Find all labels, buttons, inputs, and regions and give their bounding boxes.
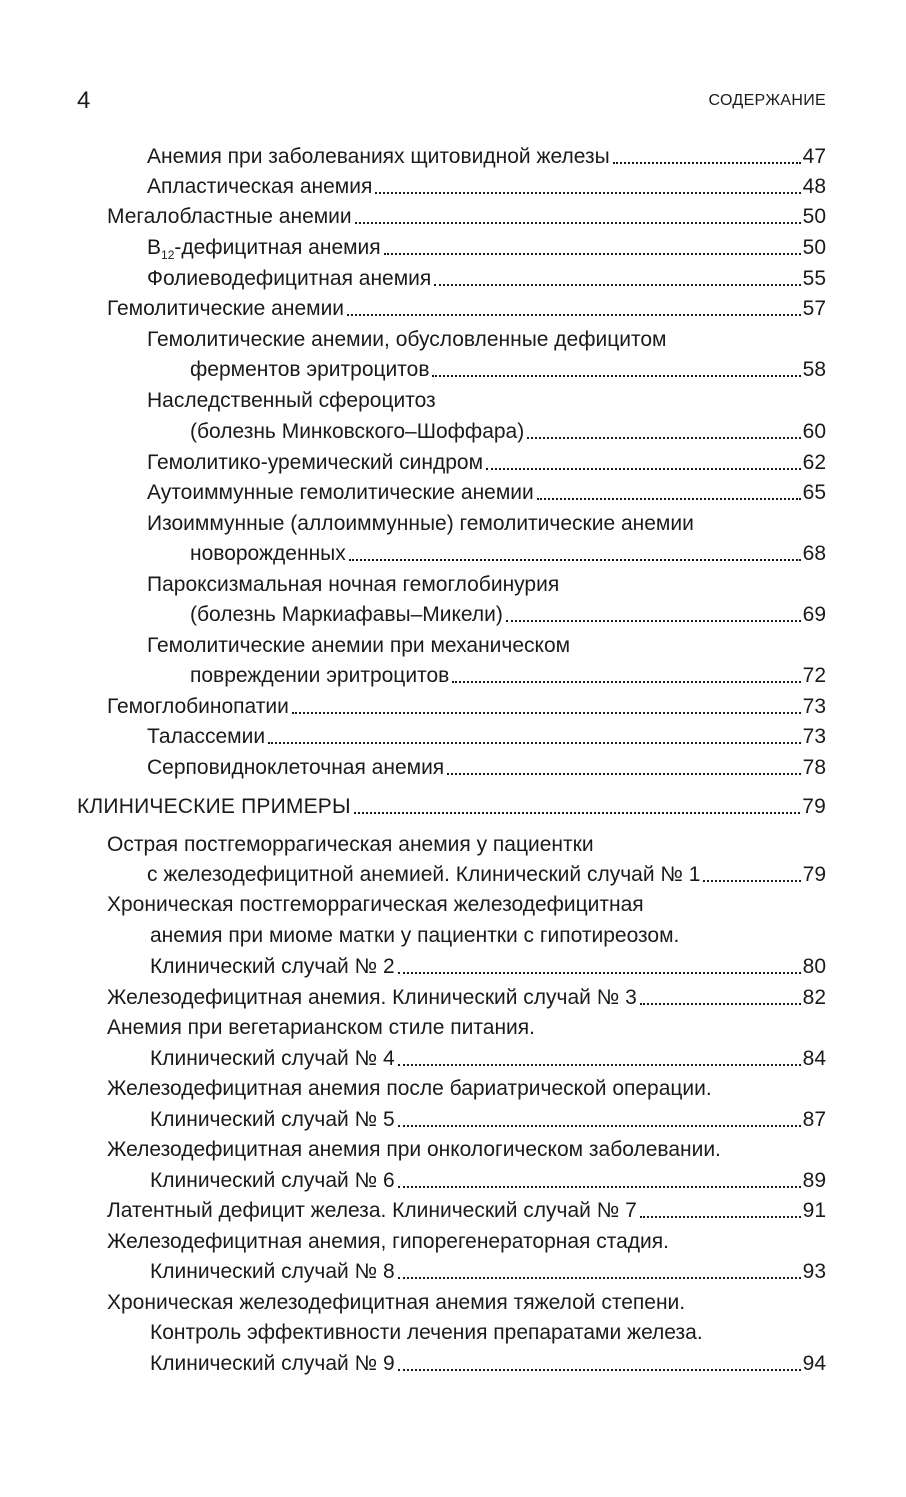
toc-entry-title: Аутоиммунные гемолитические анемии bbox=[147, 481, 534, 504]
toc-entry-title: (болезнь Минковского–Шоффара) bbox=[190, 420, 525, 443]
toc-page-number: 47 bbox=[802, 145, 826, 168]
toc-entry bbox=[150, 1103, 826, 1133]
toc-page-number: 62 bbox=[802, 451, 826, 474]
toc-entry-title: Фолиеводефицитная анемия bbox=[147, 267, 432, 290]
toc-entry-title: Хроническая железодефицитная анемия тяжелой степени. bbox=[107, 1291, 686, 1314]
dot-leader bbox=[398, 972, 801, 974]
dot-leader bbox=[703, 880, 800, 882]
toc-entry bbox=[190, 598, 826, 628]
toc-entry-title bbox=[147, 235, 381, 261]
dot-leader bbox=[349, 559, 801, 561]
toc-page-number: 89 bbox=[802, 1169, 826, 1192]
toc-entry-line bbox=[107, 1072, 826, 1102]
toc-page-number: 91 bbox=[802, 1199, 826, 1222]
toc-entry-title: Апластическая анемия bbox=[147, 175, 373, 198]
toc-entry-title: Талассемии bbox=[147, 725, 266, 748]
toc-entry-title: Изоиммунные (аллоиммунные) гемолитические анемии bbox=[147, 512, 694, 535]
toc-entry-title: (болезнь Маркиафавы–Микели) bbox=[190, 603, 503, 626]
toc-entry-title: Серповидноклеточная анемия bbox=[147, 756, 445, 779]
toc-page-number: 57 bbox=[802, 297, 826, 320]
toc-page-number: 84 bbox=[802, 1047, 826, 1070]
toc-entry-line bbox=[107, 888, 826, 918]
toc-entry bbox=[147, 262, 826, 292]
toc-entry bbox=[107, 690, 826, 720]
toc-page-number: 65 bbox=[802, 481, 826, 504]
toc-entry-title: Железодефицитная анемия, гипорегенераторная стадия. bbox=[107, 1230, 669, 1253]
toc-section-entry bbox=[77, 790, 826, 820]
toc-page-number: 87 bbox=[802, 1108, 826, 1131]
toc-entry-line bbox=[147, 507, 826, 537]
toc-entry-line bbox=[107, 1133, 826, 1163]
toc-entry-title: Гемолитические анемии bbox=[107, 297, 345, 320]
toc-entry-title: Железодефицитная анемия. Клинический случай № 3 bbox=[107, 986, 637, 1009]
toc-entry-title: Клинический случай № 4 bbox=[150, 1047, 395, 1070]
toc-entry-line bbox=[107, 828, 826, 858]
toc-entry bbox=[147, 446, 826, 476]
dot-leader bbox=[354, 812, 800, 814]
toc-entry-title: Клинический случай № 2 bbox=[150, 955, 395, 978]
toc-entry-line bbox=[147, 629, 826, 659]
toc-entry-title: Наследственный сфероцитоз bbox=[147, 389, 436, 412]
toc-entry-title: Клинический случай № 9 bbox=[150, 1352, 395, 1375]
dot-leader bbox=[613, 162, 801, 164]
dot-leader bbox=[506, 620, 801, 622]
toc-page-number: 68 bbox=[802, 542, 826, 565]
title-prefix: B bbox=[147, 236, 162, 259]
toc-entry-line bbox=[147, 323, 826, 353]
toc-entry-title: Гемолитические анемии при механическом bbox=[147, 634, 571, 657]
toc-entry bbox=[107, 1194, 826, 1224]
toc-entry-title: новорожденных bbox=[190, 542, 346, 565]
dot-leader bbox=[355, 222, 801, 224]
toc-entry-line bbox=[107, 1011, 826, 1041]
toc-entry-line bbox=[107, 1225, 826, 1255]
dot-leader bbox=[432, 375, 800, 377]
toc-page-number: 58 bbox=[802, 358, 826, 381]
toc-page-number: 79 bbox=[802, 795, 826, 818]
toc-page-number: 93 bbox=[802, 1260, 826, 1283]
toc-entry-title: Железодефицитная анемия после бариатрической операции. bbox=[107, 1077, 712, 1100]
toc-entry bbox=[107, 981, 826, 1011]
toc-entry bbox=[190, 537, 826, 567]
toc-entry bbox=[147, 170, 826, 200]
toc-entry-title: Клинический случай № 5 bbox=[150, 1108, 395, 1131]
toc-entry bbox=[107, 200, 826, 230]
dot-leader bbox=[398, 1064, 801, 1066]
toc-entry-title: Клинический случай № 6 bbox=[150, 1169, 395, 1192]
toc-entry-title: Хроническая постгеморрагическая железодефицитная bbox=[107, 893, 644, 916]
toc-page-number: 48 bbox=[802, 175, 826, 198]
toc-entry-title: Анемия при вегетарианском стиле питания. bbox=[107, 1016, 535, 1039]
toc-entry bbox=[150, 950, 826, 980]
toc-page-number: 80 bbox=[802, 955, 826, 978]
toc-page-number: 55 bbox=[802, 267, 826, 290]
dot-leader bbox=[398, 1125, 801, 1127]
dot-leader bbox=[398, 1369, 801, 1371]
toc-entry bbox=[147, 858, 826, 888]
toc-entry-title: Гемоглобинопатии bbox=[107, 695, 289, 718]
toc-entry-title: повреждении эритроцитов bbox=[190, 664, 450, 687]
toc-entry bbox=[190, 353, 826, 383]
toc-section-title: КЛИНИЧЕСКИЕ ПРИМЕРЫ bbox=[77, 795, 351, 818]
toc-entry-title: Железодефицитная анемия при онкологическом заболевании. bbox=[107, 1138, 721, 1161]
toc-entry-title: Клинический случай № 8 bbox=[150, 1260, 395, 1283]
dot-leader bbox=[268, 742, 801, 744]
page-number: 4 bbox=[77, 87, 91, 114]
toc-page-number: 73 bbox=[802, 725, 826, 748]
dot-leader bbox=[447, 773, 800, 775]
toc-entry bbox=[107, 292, 826, 322]
dot-leader bbox=[452, 681, 800, 683]
toc-entry-title: Мегалобластные анемии bbox=[107, 205, 352, 228]
toc-entry bbox=[147, 720, 826, 750]
dot-leader bbox=[384, 253, 801, 255]
dot-leader bbox=[640, 1216, 801, 1218]
toc-entry-line bbox=[150, 1316, 826, 1346]
toc-entry-title: Пароксизмальная ночная гемоглобинурия bbox=[147, 573, 560, 596]
dot-leader bbox=[434, 284, 800, 286]
toc-entry bbox=[150, 1347, 826, 1377]
toc-entry bbox=[190, 659, 826, 689]
toc-entry bbox=[147, 231, 826, 261]
running-head: СОДЕРЖАНИЕ bbox=[708, 92, 826, 109]
dot-leader bbox=[398, 1186, 801, 1188]
dot-leader bbox=[292, 712, 801, 714]
dot-leader bbox=[640, 1003, 801, 1005]
toc-entry bbox=[150, 1255, 826, 1285]
title-rest: -дефицитная анемия bbox=[174, 236, 381, 259]
toc-entry-title: ферментов эритроцитов bbox=[190, 358, 430, 381]
toc-entry-title: Гемолитические анемии, обусловленные дефицитом bbox=[147, 328, 667, 351]
toc-entry bbox=[190, 415, 826, 445]
dot-leader bbox=[527, 437, 800, 439]
toc-page-number: 78 bbox=[802, 756, 826, 779]
toc-page-number: 82 bbox=[802, 986, 826, 1009]
toc-entry-title: анемия при миоме матки у пациентки с гипотиреозом. bbox=[150, 924, 680, 947]
toc-page-number: 94 bbox=[802, 1352, 826, 1375]
toc-entry bbox=[147, 140, 826, 170]
toc-entry bbox=[147, 476, 826, 506]
toc-entry-title: Гемолитико-уремический синдром bbox=[147, 451, 483, 474]
toc-entry-title: Латентный дефицит железа. Клинический случай № 7 bbox=[107, 1199, 637, 1222]
dot-leader bbox=[537, 498, 801, 500]
toc-entry-line bbox=[147, 568, 826, 598]
toc-page-number: 79 bbox=[802, 863, 826, 886]
dot-leader bbox=[398, 1277, 801, 1279]
toc-page-number: 69 bbox=[802, 603, 826, 626]
toc-page-number: 50 bbox=[802, 236, 826, 259]
toc-page-number: 50 bbox=[802, 205, 826, 228]
dot-leader bbox=[347, 314, 801, 316]
toc-entry-title: Острая постгеморрагическая анемия у пациентки bbox=[107, 833, 594, 856]
toc-page-number: 73 bbox=[802, 695, 826, 718]
subscript: 12 bbox=[161, 248, 175, 263]
dot-leader bbox=[486, 468, 801, 470]
toc-entry bbox=[150, 1164, 826, 1194]
toc-entry-title: Контроль эффективности лечения препаратами железа. bbox=[150, 1321, 703, 1344]
toc-entry-title: Анемия при заболеваниях щитовидной железы bbox=[147, 145, 610, 168]
dot-leader bbox=[375, 192, 800, 194]
toc-entry-line bbox=[107, 1286, 826, 1316]
toc-entry-line bbox=[147, 384, 826, 414]
toc-entry-title: с железодефицитной анемией. Клинический случай № 1 bbox=[147, 863, 701, 886]
toc-entry-line bbox=[150, 919, 826, 949]
toc-page-number: 60 bbox=[802, 420, 826, 443]
toc-entry bbox=[147, 751, 826, 781]
toc-entry bbox=[150, 1042, 826, 1072]
toc-page-number: 72 bbox=[802, 664, 826, 687]
